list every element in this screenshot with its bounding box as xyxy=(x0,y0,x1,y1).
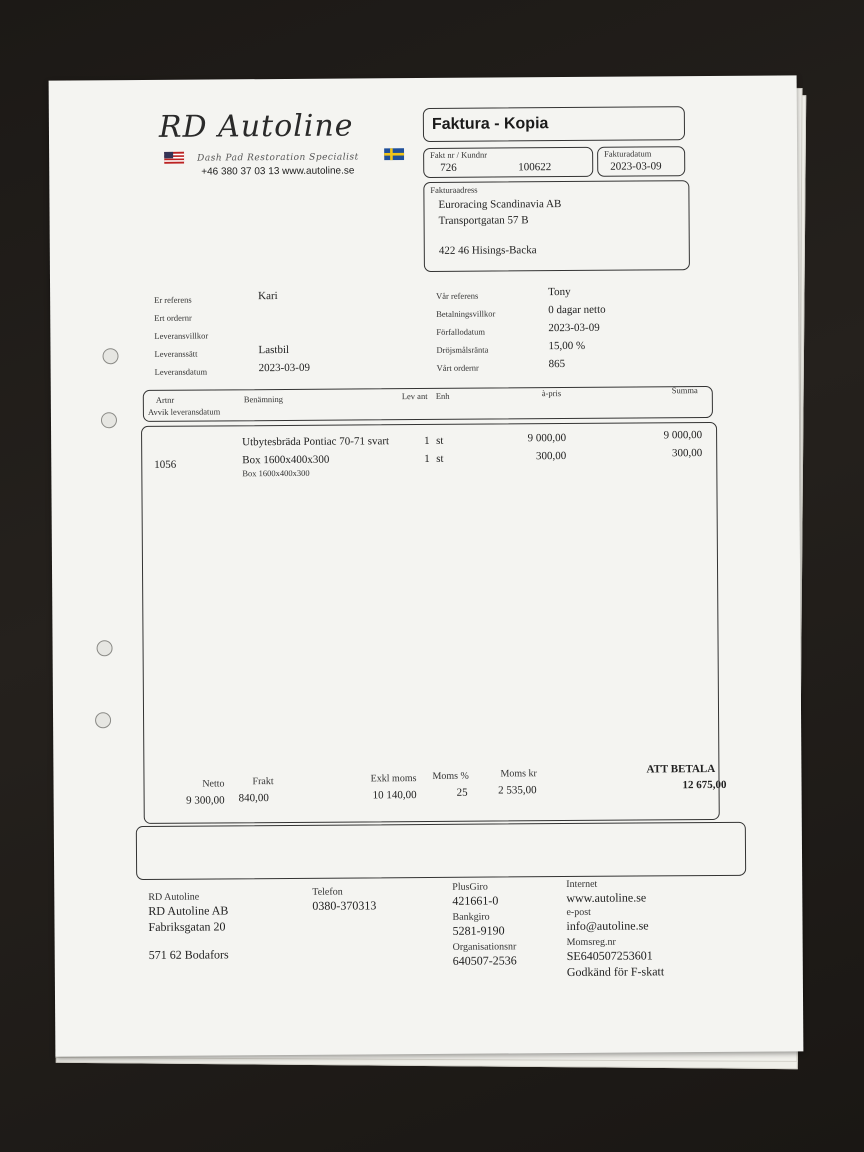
epost-label: e-post xyxy=(566,906,591,919)
momsreg-value: SE640507253601 xyxy=(566,948,653,964)
row-unit: st xyxy=(436,434,444,447)
invoice-date-label: Fakturadatum xyxy=(604,148,652,159)
billing-address-label: Fakturaadress xyxy=(430,184,478,195)
moms-kr-label: Moms kr xyxy=(500,768,537,780)
internet-label: Internet xyxy=(566,878,598,891)
company-contact: +46 380 37 03 13 www.autoline.se xyxy=(201,165,355,178)
moms-pct-label: Moms % xyxy=(432,770,469,782)
invoice-date: 2023-03-09 xyxy=(610,160,662,173)
internet-value: www.autoline.se xyxy=(566,890,647,906)
address-line: 422 46 Hisings-Backa xyxy=(438,244,537,257)
orgnr-label: Organisationsnr xyxy=(452,941,517,953)
col-artnr: Artnr xyxy=(155,394,175,405)
ref-value: 2023-03-09 xyxy=(258,361,310,375)
row-qty: 1 xyxy=(424,452,430,466)
f-skatt-note: Godkänd för F-skatt xyxy=(566,964,665,980)
invoice-title: Faktura - Kopia xyxy=(431,115,549,133)
row-description: Utbytesbräda Pontiac 70-71 svart xyxy=(242,435,390,449)
ref-label: Ert ordernr xyxy=(154,312,192,323)
moms-kr-value: 2 535,00 xyxy=(498,784,537,797)
invoice-number-box xyxy=(423,147,593,178)
ref-value: Kari xyxy=(258,290,278,303)
ref-label: Dröjsmålsränta xyxy=(436,344,489,355)
table-body xyxy=(141,422,727,824)
col-a-pris: à-pris xyxy=(541,388,562,399)
swedish-flag-icon xyxy=(384,148,404,160)
row-sum: 9 000,00 xyxy=(663,429,703,442)
row-price: 9 000,00 xyxy=(527,432,567,445)
punch-hole xyxy=(101,412,117,428)
col-avvik-leveransdatum: Avvik leveransdatum xyxy=(147,406,221,417)
title-box xyxy=(423,106,685,142)
invoice-date-box xyxy=(597,146,685,177)
row-unit: st xyxy=(436,452,444,465)
exkl-moms-value: 10 140,00 xyxy=(372,789,417,802)
ref-label: Betalningsvillkor xyxy=(436,308,496,319)
bankgiro-label: Bankgiro xyxy=(452,911,490,923)
frakt-value: 840,00 xyxy=(238,792,269,805)
moms-pct-value: 25 xyxy=(456,786,468,799)
ref-label: Leveransvillkor xyxy=(154,330,209,341)
ref-value: 2023-03-09 xyxy=(548,321,600,335)
address-line: Transportgatan 57 B xyxy=(438,214,529,227)
col-benamning: Benämning xyxy=(243,393,284,405)
plusgiro-value: 421661-0 xyxy=(452,893,499,908)
company-tagline: Dash Pad Restoration Specialist xyxy=(197,152,359,164)
row-artnr: 1056 xyxy=(154,458,177,471)
footer-street: Fabriksgatan 20 xyxy=(148,919,226,934)
epost-value: info@autoline.se xyxy=(566,918,649,934)
billing-address-box xyxy=(423,180,690,272)
ref-value: 865 xyxy=(548,358,566,371)
netto-label: Netto xyxy=(202,778,225,790)
message-box xyxy=(136,822,746,880)
punch-hole xyxy=(97,640,113,656)
ref-value: 0 dagar netto xyxy=(548,303,606,317)
footer-company-label: RD Autoline xyxy=(148,891,200,903)
ref-value: 15,00 % xyxy=(548,339,586,353)
invoice-number-label: Fakt nr / Kundnr xyxy=(430,149,488,160)
ref-label: Förfallodatum xyxy=(436,326,486,337)
col-summa: Summa xyxy=(671,385,698,396)
customer-number: 100622 xyxy=(518,161,552,174)
orgnr-value: 640507-2536 xyxy=(452,953,517,968)
address-line: Euroracing Scandinavia AB xyxy=(438,198,562,211)
row-price: 300,00 xyxy=(535,450,567,463)
plusgiro-label: PlusGiro xyxy=(452,881,488,893)
invoice-page xyxy=(49,75,804,1056)
us-flag-icon xyxy=(164,152,184,164)
bankgiro-value: 5281-9190 xyxy=(452,923,505,938)
exkl-moms-label: Exkl moms xyxy=(370,773,417,785)
punch-hole xyxy=(95,712,111,728)
company-logo: RD Autoline xyxy=(158,108,354,145)
table-header xyxy=(143,386,713,422)
col-enh: Enh xyxy=(435,390,450,401)
footer-city: 571 62 Bodafors xyxy=(148,947,229,962)
att-betala-label: ATT BETALA xyxy=(646,762,716,776)
row-sum: 300,00 xyxy=(671,447,703,460)
row-sub-description: Box 1600x400x300 xyxy=(242,467,310,479)
ref-label: Leveranssätt xyxy=(154,348,198,359)
col-lev-ant: Lev ant xyxy=(401,390,428,402)
att-betala-value: 12 675,00 xyxy=(682,778,727,792)
ref-label: Leveransdatum xyxy=(154,366,208,377)
momsreg-label: Momsreg.nr xyxy=(566,936,616,949)
footer-company-name: RD Autoline AB xyxy=(148,903,229,918)
ref-label: Vårt ordernr xyxy=(436,362,479,373)
ref-label: Er referens xyxy=(154,294,192,305)
ref-label: Vår referens xyxy=(436,290,479,301)
ref-value: Lastbil xyxy=(258,343,290,357)
telefon-label: Telefon xyxy=(312,886,343,898)
telefon-value: 0380-370313 xyxy=(312,898,377,913)
netto-value: 9 300,00 xyxy=(186,794,225,807)
ref-value: Tony xyxy=(548,285,571,299)
invoice-number: 726 xyxy=(440,161,457,174)
row-description: Box 1600x400x300 xyxy=(242,453,330,467)
punch-hole xyxy=(102,348,118,364)
row-qty: 1 xyxy=(424,434,430,448)
frakt-label: Frakt xyxy=(252,776,274,788)
